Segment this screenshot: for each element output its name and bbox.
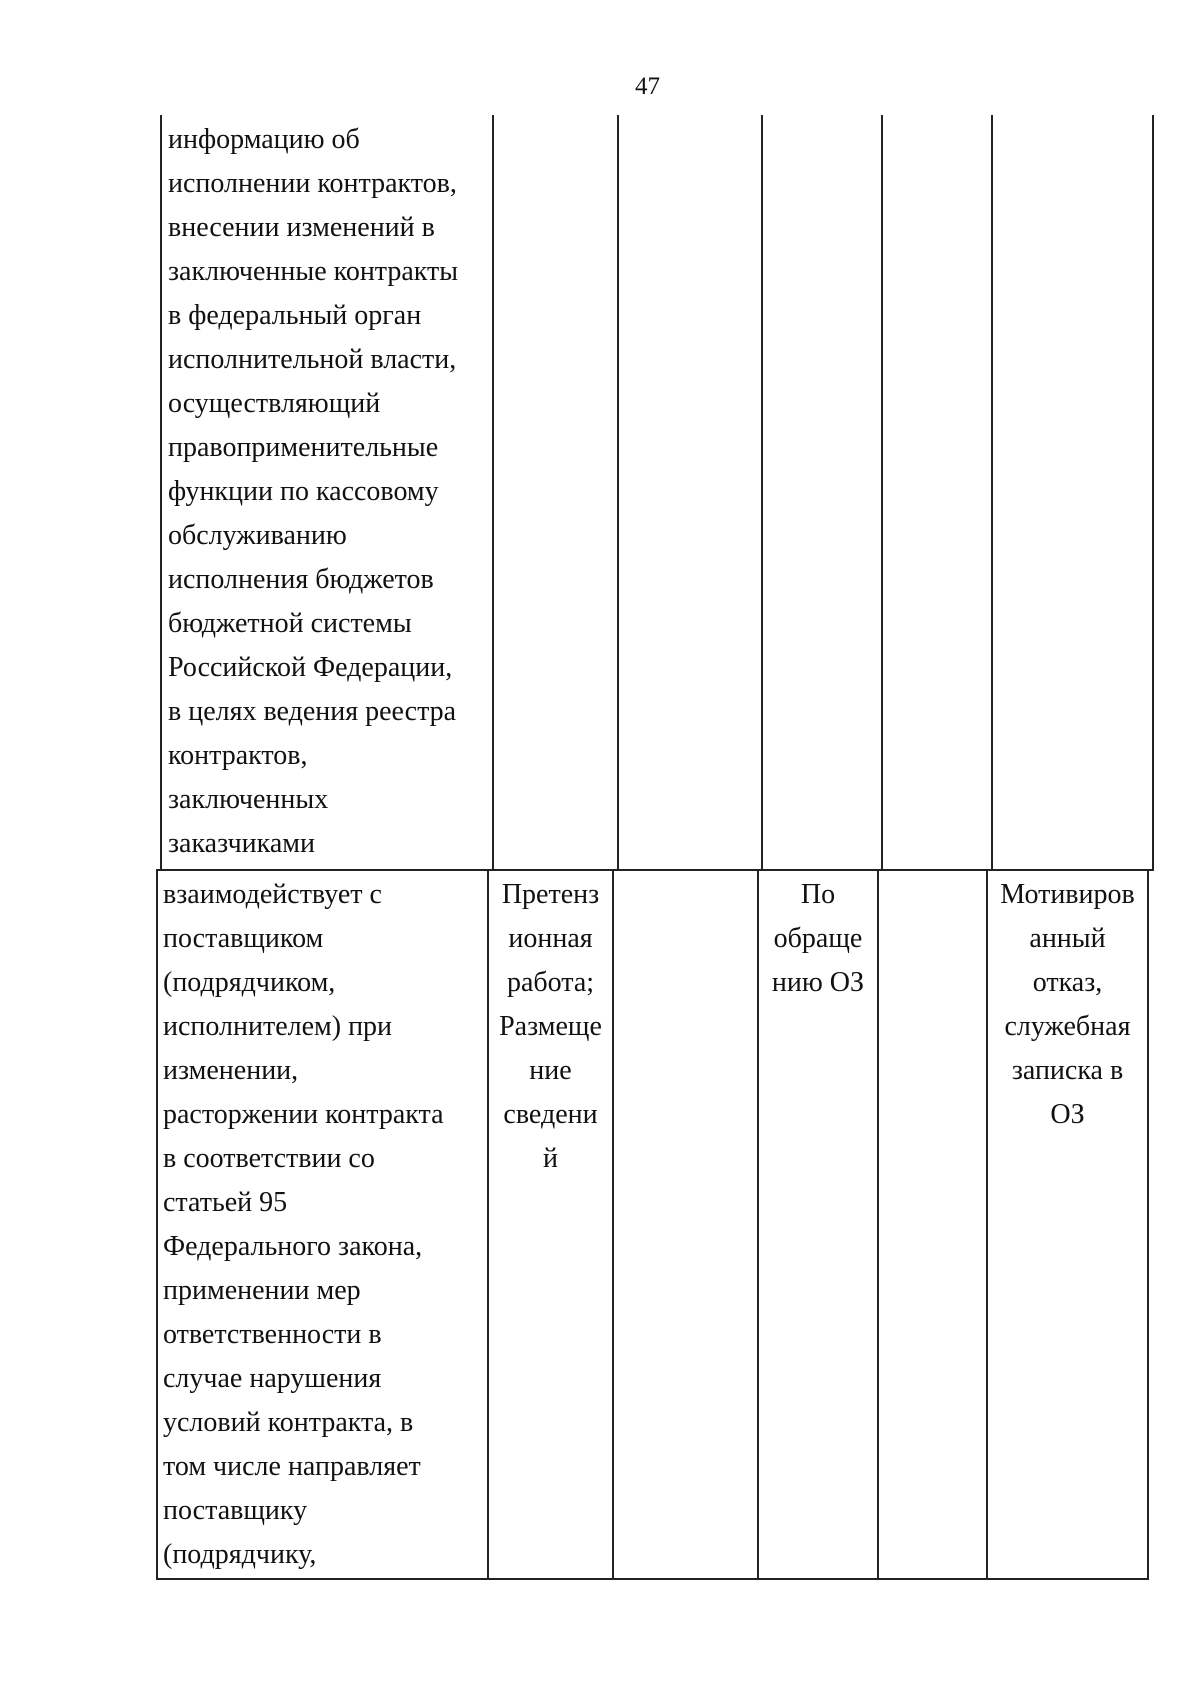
table-divider-col5-row1 <box>881 115 883 870</box>
table-cell-description: взаимодействует с поставщиком (подрядчиком, исполнителем) при изменении, расторжении контракта в соответствии со статьей 95 Федерального закона, применении мер ответственности в случае нарушения условий контракта, в том числе направляет поставщику (подрядчику, <box>163 879 444 1570</box>
table-divider-col6-row1 <box>991 115 993 870</box>
table-border-right-row2 <box>1147 869 1149 1579</box>
table-divider-col4-row1 <box>761 115 763 870</box>
table-cell-document: Мотивиров анный отказ, служебная записка в ОЗ <box>1000 879 1135 1130</box>
table-divider-col3-row1 <box>617 115 619 870</box>
table-bottom-border <box>156 1578 1149 1580</box>
table-cell-timing: По обраще нию ОЗ <box>771 879 865 998</box>
table-row-separator <box>158 869 1154 871</box>
table-cell-result: Претенз ионная работа; Размеще ние сведени й <box>499 879 602 1174</box>
table-cell-description: информацию об исполнении контрактов, внесении изменений в заключенные контракты в федеральный орган исполнительной власти, осуществляющий правоприменительные функции по кассовому обслуживанию исполнения бюджетов бюджетной системы Российской Федерации, в целях ведения реестра контрактов, заключенных заказчиками <box>168 124 459 859</box>
table-border-left-row2 <box>156 869 158 1579</box>
table-border-left-row1 <box>160 115 162 870</box>
table-divider-col3-row2 <box>612 869 614 1579</box>
page-number: 47 <box>635 73 660 100</box>
table-divider-col2-row1 <box>492 115 494 870</box>
table-divider-col5-row2 <box>877 869 879 1579</box>
table-border-right-row1 <box>1152 115 1154 870</box>
